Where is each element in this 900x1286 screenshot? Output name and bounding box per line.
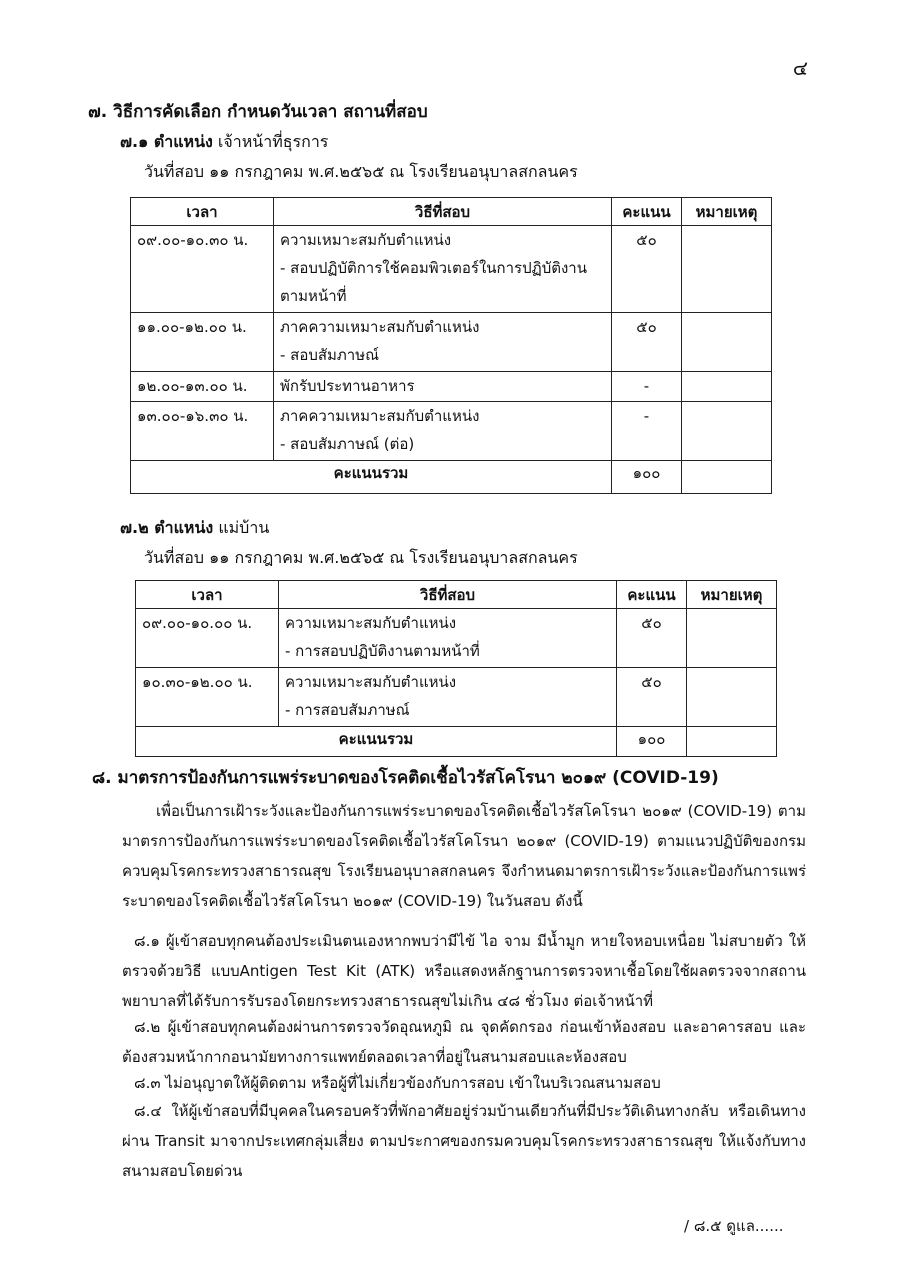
row-score: - <box>643 407 650 425</box>
section-8-item-3: ๘.๓ ไม่อนุญาตให้ผู้ติดตาม หรือผู้ที่ไม่เกี่ยวข้องกับการสอบ เข้าในบริเวณสนามสอบ <box>134 1074 661 1092</box>
row-note <box>682 313 772 372</box>
header-note: หมายเหตุ <box>682 198 772 226</box>
row-note <box>687 668 777 727</box>
section-8-heading: ๘. มาตรการป้องกันการแพร่ระบาดของโรคติดเชื้อไวรัสโคโรนา ๒๐๑๙ (COVID-19) <box>92 768 719 788</box>
row-time: ๑๑.๐๐-๑๒.๐๐ น. <box>137 318 247 336</box>
header-method: วิธีที่สอบ <box>279 581 617 609</box>
row-method-line: - สอบสัมภาษณ์ <box>280 346 380 364</box>
row-method-line: ความเหมาะสมกับตำแหน่ง <box>285 614 457 632</box>
table-row <box>131 372 772 402</box>
row-time: ๐๙.๐๐-๑๐.๐๐ น. <box>142 614 253 632</box>
header-score: คะแนน <box>617 581 687 609</box>
exam-schedule-table-clerk <box>130 197 772 494</box>
exam-schedule-table-housekeeper <box>135 580 777 757</box>
row-method-line: - การสอบสัมภาษณ์ <box>285 701 410 719</box>
section-7-1-number: ๗.๑ ตำแหน่ง <box>120 132 213 151</box>
table-total-row <box>131 461 772 494</box>
row-method-line: - สอบปฏิบัติการใช้คอมพิวเตอร์ในการปฏิบัติงาน <box>280 259 587 277</box>
table-header-row <box>131 198 772 226</box>
table-header-row <box>136 581 777 609</box>
table-total-row <box>136 727 777 757</box>
row-method-line: - การสอบปฏิบัติงานตามหน้าที่ <box>285 642 480 660</box>
section-8-item-2: ๘.๒ ผู้เข้าสอบทุกคนต้องผ่านการตรวจวัดอุณหภูมิ ณ จุดคัดกรอง ก่อนเข้าห้องสอบ และอาคารสอบ และต้องสวมหน้ากากอนามัยทางการแพทย์ตลอดเวลาที่อยู่ในสนามสอบและห้องสอบ <box>122 1018 806 1066</box>
page-number: ๔ <box>792 56 808 80</box>
row-method-line: ภาคความเหมาะสมกับตำแหน่ง <box>280 407 480 425</box>
row-method-line: ความเหมาะสมกับตำแหน่ง <box>285 673 457 691</box>
section-7-2-date: วันที่สอบ ๑๑ กรกฎาคม พ.ศ.๒๕๖๕ ณ โรงเรียนอนุบาลสกลนคร <box>144 548 578 567</box>
row-time: ๑๐.๓๐-๑๒.๐๐ น. <box>142 673 253 691</box>
row-time: ๑๒.๐๐-๑๓.๐๐ น. <box>137 377 248 395</box>
row-method-line: ความเหมาะสมกับตำแหน่ง <box>280 231 452 249</box>
row-method-line: - สอบสัมภาษณ์ (ต่อ) <box>280 435 415 453</box>
continuation-reference: / ๘.๕ ดูแล...... <box>684 1217 784 1235</box>
section-7-2-heading <box>120 516 269 541</box>
section-7-1-date: วันที่สอบ ๑๑ กรกฎาคม พ.ศ.๒๕๖๕ ณ โรงเรียนอนุบาลสกลนคร <box>144 162 578 181</box>
header-method: วิธีที่สอบ <box>274 198 612 226</box>
row-score: ๕๐ <box>636 231 657 249</box>
table-row <box>136 609 777 668</box>
section-8-item-1: ๘.๑ ผู้เข้าสอบทุกคนต้องประเมินตนเองหากพบว่ามีไข้ ไอ จาม มีน้ำมูก หายใจหอบเหนื่อย ไม่สบายตัว ให้ตรวจด้วยวิธี แบบAntigen Test Kit (ATK) หรือแสดงหลักฐานการตรวจหาเชื้อโดยใช้ผลตรวจจากสถานพยาบาลที่ได้รับการรับรองโดยกระทรวงสาธารณสุขไม่เกิน ๔๘ ชั่วโมง ต่อเจ้าหน้าที่ <box>122 932 806 1010</box>
header-score: คะแนน <box>612 198 682 226</box>
row-method-line: ภาคความเหมาะสมกับตำแหน่ง <box>280 318 480 336</box>
row-note <box>682 226 772 313</box>
row-time: ๐๙.๐๐-๑๐.๓๐ น. <box>137 231 249 249</box>
header-time: เวลา <box>131 198 274 226</box>
table-row <box>131 226 772 313</box>
section-7-1-heading <box>120 130 328 155</box>
row-method-line: พักรับประทานอาหาร <box>280 377 415 395</box>
row-score: - <box>643 377 650 395</box>
total-label: คะแนนรวม <box>131 461 612 494</box>
row-method-line: ตามหน้าที่ <box>280 287 347 305</box>
row-time: ๑๓.๐๐-๑๖.๓๐ น. <box>137 407 249 425</box>
header-note: หมายเหตุ <box>687 581 777 609</box>
header-time: เวลา <box>136 581 279 609</box>
section-7-2-number: ๗.๒ ตำแหน่ง <box>120 518 214 537</box>
total-score: ๑๐๐ <box>612 461 682 494</box>
row-note <box>682 372 772 402</box>
row-note <box>687 609 777 668</box>
section-7-1-position: เจ้าหน้าที่ธุรการ <box>217 132 329 151</box>
row-note <box>682 402 772 461</box>
total-score: ๑๐๐ <box>617 727 687 757</box>
row-score: ๕๐ <box>641 673 662 691</box>
row-score: ๕๐ <box>636 318 657 336</box>
table-row <box>131 313 772 372</box>
section-8-item-4: ๘.๔ ให้ผู้เข้าสอบที่มีบุคคลในครอบครัวที่พักอาศัยอยู่ร่วมบ้านเดียวกันที่มีประวัติเดินทางกลับ หรือเดินทางผ่าน Transit มาจากประเทศกลุ่มเสี่ยง ตามประกาศของกรมควบคุมโรคกระทรวงสาธารณสุข ให้แจ้งกับทางสนามสอบโดยด่วน <box>122 1102 806 1180</box>
row-score: ๕๐ <box>641 614 662 632</box>
table-row <box>131 402 772 461</box>
total-label: คะแนนรวม <box>136 727 617 757</box>
section-7-heading: ๗. วิธีการคัดเลือก กำหนดวันเวลา สถานที่สอบ <box>88 102 428 122</box>
table-row <box>136 668 777 727</box>
section-7-2-position: แม่บ้าน <box>218 518 270 537</box>
section-8-intro: เพื่อเป็นการเฝ้าระวังและป้องกันการแพร่ระบาดของโรคติดเชื้อไวรัสโคโรนา ๒๐๑๙ (COVID-19) ตามมาตรการป้องกันการแพร่ระบาดของโรคติดเชื้อไวรัสโคโรนา ๒๐๑๙ (COVID-19) ตามแนวปฏิบัติของกรมควบคุมโรคกระทรวงสาธารณสุข โรงเรียนอนุบาลสกลนคร จึงกำหนดมาตรการเฝ้าระวังและป้องกันการแพร่ระบาดของโรคติดเชื้อไวรัสโคโรนา ๒๐๑๙ (COVID-19) ในวันสอบ ดังนี้ <box>122 802 806 910</box>
